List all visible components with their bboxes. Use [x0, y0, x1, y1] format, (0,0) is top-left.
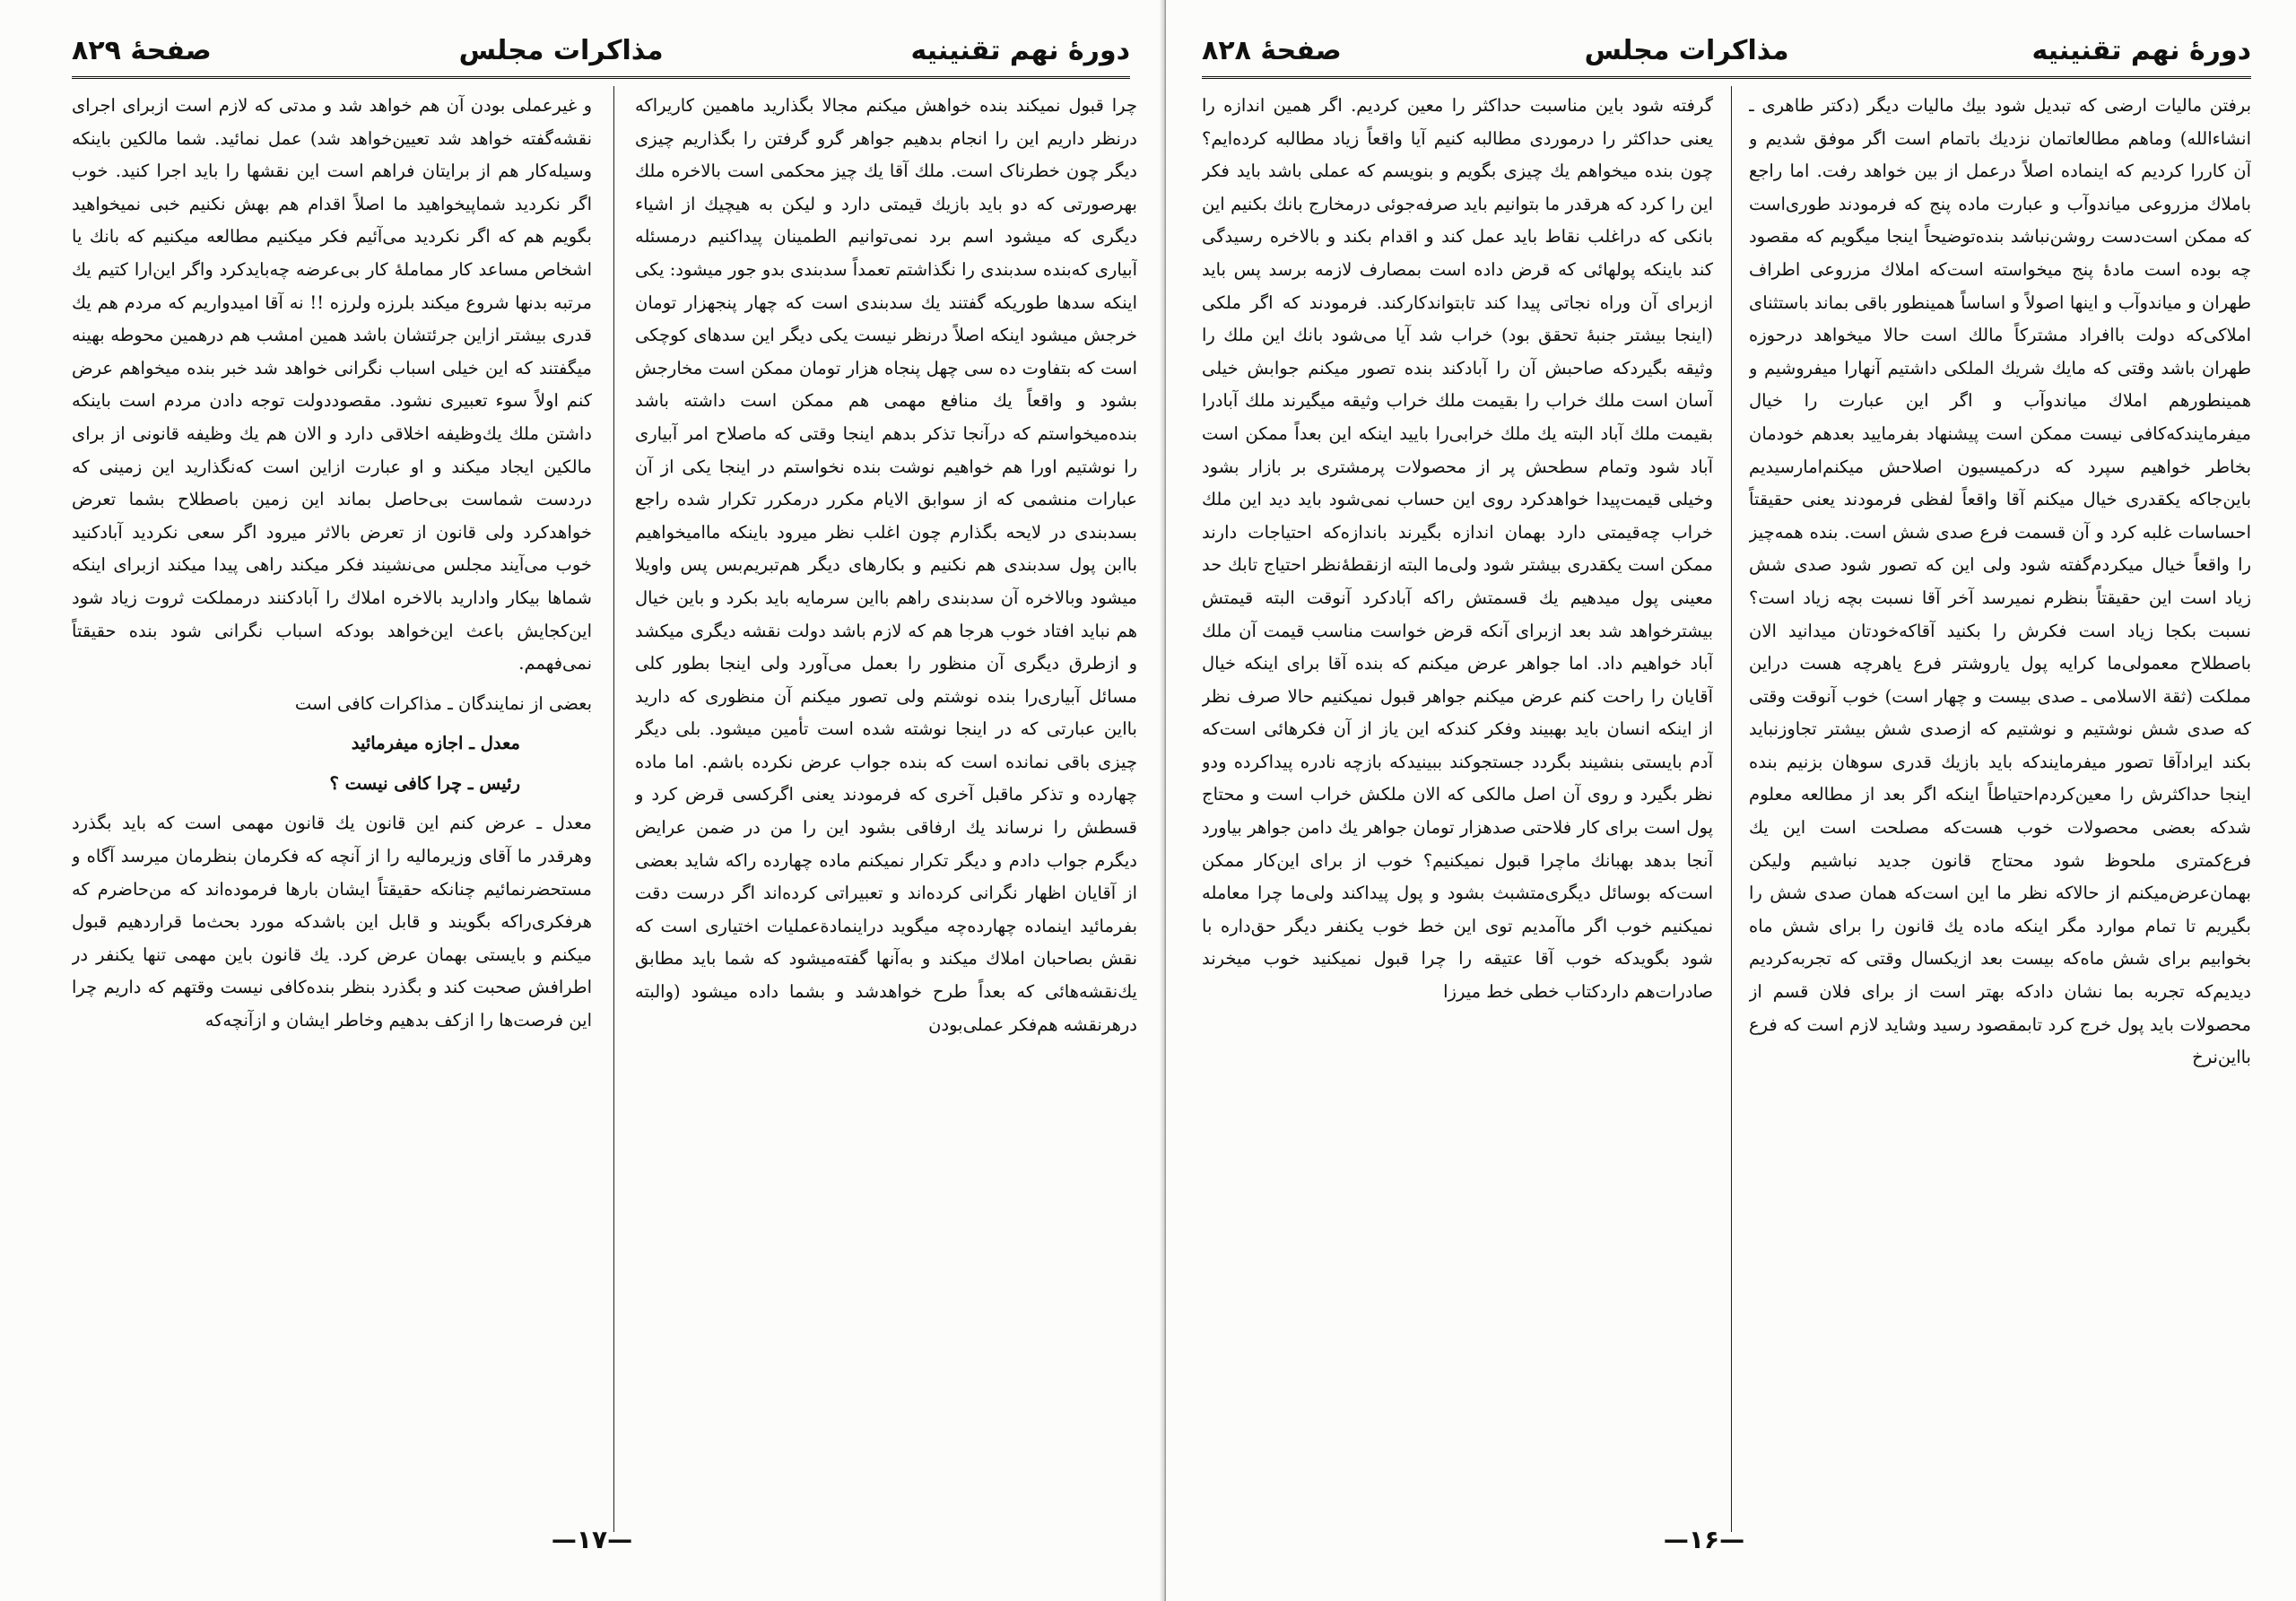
paragraph: گرفته شود باین مناسبت حداکثر را معین کردیم. اگر همین اندازه را یعنی حداکثر را درموردی مطالبه کنیم آیا واقعاً زیاد مطالبه کرده‌ایم؟ چون بنده میخواهم یك چیزی بگویم و بنویسم که عملی باشد باید فکر این را کرد که هرقدر ما بتوانیم باید صرفه‌جوئی درمخارج بانك بکنیم این بانکی که دراغلب نقاط باید عمل کند و اقدام بکند و بالاخره رسیدگی کند باینکه پولهائی که قرض داده است بمصارف لازمه برسد پس باید ازبرای آن وراه نجاتی پیدا کند تابتواندکارکند. فرمودند که اگر ملکی (اینجا بیشتر جنبهٔ تحقق بود) خراب شد آیا می‌شود بانك این ملك را وثیقه بگیردکه صاحبش آن را آبادکند بنده تصور میکنم جوابش خیلی آسان است ملك خراب را بقیمت ملك خراب وثیقه میگیرند ملك آبادرا بقیمت ملك آباد البته یك ملك خرابی‌را بایید اینکه این بعداً ممکن است آباد شود وتمام سطحش پر از محصولات پرمشتری بر بازار بشود وخیلی قیمت‌پیدا خواهدکرد روی این حساب نمی‌شود باید دید این ملك خراب چه‌قیمتی دارد بهمان اندازه بگیرند باندازه‌که احتیاجات دارند ممکن است یکقدری بیشتر شود ولی‌ما البته ازنقطهٔ‌نظر احتیاج تابك حد معینی پول میدهیم یك قسمتش راکه آبادکرد آنوقت البته قیمتش بیشترخواهد شد بعد ازبرای آنکه قرض خواست مناسب قیمت آن ملك آباد خواهیم داد. اما جواهر عرض میکنم که بنده آقا برای اینکه خیال آقایان را راحت کنم عرض میکنم جواهر قبول نمیکنیم حالا صرف نظر از اینکه انسان باید بهبیند وفکر کندکه این یاز از آن فکرهائی است‌که آدم بایستی بنشیند بگردد جستجوکند ببینیدکه بازچه نادره پیداکرده ودو نظر بگیرد و روی آن اصل مالکی که الان ملکش خراب است و محتاج پول است برای کار فلاحتی صدهزار تومان جواهر یك دامن جواهر بیاورد آنجا بدهد بهبانك ماچرا قبول نمیکنیم؟ خوب از برای این‌کار ممکن است‌که بوسائل دیگری‌متشبث بشود و پول پیداکند ولی‌ما چرا معامله نمیکنیم خوب اگر ماآمدیم توی این خط خوب یکنفر دیگر حق‌داره با شود بگویدکه خوب آقا عتیقه را چرا قبول نمیکنید خوب میخرند صادرات‌هم داردکتاب خطی خط میرزا — [1202, 95, 1713, 1003]
column-divider — [613, 86, 614, 1532]
paragraph: معدل ـ اجازه میفرمائید — [351, 733, 520, 754]
right-page — [1166, 0, 2296, 1601]
right-page-header — [1202, 25, 2251, 75]
left-page-header — [72, 25, 1130, 75]
paragraph: برفتن مالیات ارضی که تبدیل شود بیك مالیات دیگر (دکتر طاهری ـ انشاءالله) وماهم مطالعاتمان نزدیك باتمام است اگر موفق شدیم و آن کاررا کردیم که اینماده اصلاً درعمل از بین خواهد رفت. اما راجع باملاك مزروعی میاندوآب و عبارت ماده پنج که فرمودند طوری‌است که ممکن است‌دست روشن‌نباشد بنده‌توضیحاً اینجا میگویم که مقصود چه بوده است مادهٔ پنج میخواسته است‌که املاك مزروعی اطراف طهران و میاندوآب و اینها اصولاً و اساساً همینطور باقی بماند باستثنای املاکی‌که دولت باافراد مشترکاً مالك است حالا میخواهد درحوزه طهران باشد وقتی که مایك شریك الملکی داشتیم آنهارا میفروشیم و همینطورهم املاك میاندوآب و اگر این عبارت را خیال میفرمایندکه‌کافی نیست ممکن است پیشنهاد بفرمایید بعدهم خودمان بخاطر خواهیم سپرد که درکمیسیون اصلاحش میکنم‌امارسیدیم باین‌جاکه یکقدری خیال میکنم آقا واقعاً لفظی فرمودند یعنی حقیقتاً احساسات غلبه کرد و آن قسمت فرع صدی شش است. بنده همه‌چیز را واقعاً خیال میکردم‌گفته شود ولی این که تصور شود صدی شش زیاد است این حقیقتاً بنظرم نمیرسد آخر آقا نسبت بچه زیاد است؟ نسبت بکجا زیاد است فکرش را بکنید آقاکه‌خودتان میدانید الان باصطلاح معمولی‌ما کرایه پول یاروشتر فرع یاهرچه هست دراین مملکت (ثقة الاسلامی ـ صدی بیست و چهار است) خوب آنوقت وقتی که صدی شش نوشتیم و نوشتیم که ازصدی شش بیشتر تجاوزنباید بکند ایرادآقا تصور میفرمایندکه باید بازیك قدری سوهان بزنیم بنده اینجا حداکثرش را معین‌کردم‌احتیاطاً اینکه اگر بعد از مطالعه معلوم شدکه بعضی محصولات خوب هست‌که مصلحت است این یك فرع‌کمتری ملحوظ شود محتاج قانون جدید نباشیم ولیکن بهمان‌عرض‌میکنم از حالاکه نظر ما این است‌که همان صدی شش را بگیریم تا تمام موارد مگر اینکه ماده یك قانون را برای شش ماه بخوابیم برای شش ماه‌که بیست بعد ازیکسال وقتی که تجربه‌کردیم دیدیم‌که تجربه بما نشان دادکه بهتر است از برای فلان قسم از محصولات باید پول خرج کرد تابمقصود رسید وشاید لازم است که فرع بااین‌نرخ — [1749, 95, 2251, 1068]
paragraph: بعضی از نمایندگان ـ مذاکرات کافی است — [294, 692, 592, 714]
right-header-session: دورهٔ نهم تقنینیه — [2031, 34, 2251, 66]
right-page-column-right — [1749, 90, 2251, 1525]
left-page-column-left — [72, 90, 592, 1525]
left-header-title: مذاکرات مجلس — [458, 34, 664, 66]
left-header-page-number: صفحهٔ ۸۲۹ — [72, 34, 212, 66]
left-header-session: دورهٔ نهم تقنینیه — [910, 34, 1130, 66]
column-divider — [1731, 86, 1732, 1532]
right-page-footer-number: —۱۶— — [1663, 1525, 1745, 1554]
right-page-column-left — [1202, 90, 1713, 1525]
left-header-rule — [72, 76, 1130, 79]
paragraph: رئیس ـ چرا کافی نیست ؟ — [329, 772, 520, 794]
right-header-page-number: صفحهٔ ۸۲۸ — [1202, 34, 1342, 66]
paragraph: معدل ـ عرض کنم این قانون یك قانون مهمی است که باید بگذرد وهرقدر ما آقای وزیرمالیه را از آنچه که فکرمان بنظرمان میرسد آگاه و مستحضر‌نمائیم چنانکه حقیقتاً ایشان بارها فرموده‌اند که من‌حاضرم که هرفکری‌راکه بگویند و قابل این باشدکه مورد بحث‌ما قراردهیم قبول میکنم و بایستی بهمان عرض کرد. یك قانون باین مهمی تنها یکنفر در اطرافش صحبت کند و بگذرد بنظر بنده‌کافی نیست وقتهم که داریم چرا این فرصت‌ها را ازکف بدهیم وخاطر ایشان و ازآنچه‌که — [72, 813, 592, 1031]
paragraph: چرا قبول نمیکند بنده خواهش میکنم مجالا بگذارید ماهمین کاریراکه درنظر داریم این را انجام بدهیم جواهر گرو گرفتن را بگذاریم چیزی دیگر چون خطرناک است. ملك آقا یك چیز محکمی است بالاخره ملك بهرصورتی که دو باید بازیك قیمتی دارد و لیکن به هیچیك از اشیاء دیگری که میشود اسم برد نمی‌توانیم الطمینان پیداکنیم درمسئله آبیاری که‌بنده سدبندی را نگذاشتم تعمداً سدبندی بدو جور میشود: یکی اینکه سدها طوریکه گفتند یك سدبندی است که چهار پنجهزار تومان خرجش میشود اینکه اصلاً درنظر نیست یکی دیگر این سدهای کوچکی است که بتفاوت ده سی چهل پنجاه هزار تومان ممکن است مخارجش بشود و واقعاً یك منافع مهمی هم ممکن است داشته باشد بنده‌میخواستم که درآنجا تذکر بدهم اینجا وقتی که ماصلاح امر آبیاری را نوشتیم اورا هم خواهیم نوشت بنده نخواستم در اینجا یکی از آن عبارات منشمی که از سوابق الایام مکرر درمکرر تکرار شده راجع بسدبندی در لایحه بگذارم چون اغلب نظر میرود باینکه ماامیخواهیم باابن پول سدبندی هم نکنیم و بکارهای دیگر هم‌تبریم‌بس پس واویلا میشود وبالاخره آن سدبندی راهم بااین سرمایه باید بکرد و باین خیال هم نباید افتاد خوب هرجا هم که لازم باشد دولت نقشه دیگری میکشد و ازطرق دیگری آن منظور را بعمل می‌آورد ولی اینجا بطور کلی مسائل آبیاری‌را بنده نوشتم ولی تصور میکنم آن منظوری که دارید بااین عبارتی که در اینجا نوشته شده است تأمین میشود. بلی دیگر چیزی باقی نمانده است که بنده جواب عرض نکرده باشم. اما ماده چهارده و تذکر ماقبل آخری که فرمودند یعنی اگرکسی قرض کرد و قسطش را نرساند یك ارفاقی بشود این را من در ضمن عرایض دیگرم جواب دادم و دیگر تکرار نمیکنم ماده چهارده راکه شاید بعضی از آقایان اظهار نگرانی کرده‌اند و تعبیراتی کرده‌اند اگر درست دقت بفرمائید اینماده چهارده‌چه میگوید دراینمادةعملیات اختیاری است که نقش بصاحبان املاك میکند و به‌آنها گفته‌میشود که شما باید مطابق یك‌نقشه‌هائی که بعداً طرح خواهدشد و بشما داده میشود (والبته درهرنقشه هم‌فکر عملی‌بودن — [635, 95, 1137, 1035]
left-page-footer-number: —۱۷— — [551, 1525, 633, 1554]
right-header-title: مذاکرات مجلس — [1584, 34, 1789, 66]
paragraph: و غیرعملی بودن آن هم خواهد شد و مدتی که لازم است ازبرای اجرای نقشه‌گفته خواهد شد تعیین‌خواهد شد) عمل نمائید. شما مالکین باینکه وسیله‌کار هم از برایتان فراهم است این نقشها را باید اجرا کنید. خوب اگر نکردید شماپیخواهید ما اصلاً اقدام هم بهش نکنیم خبی نمیخواهید بگویم هم که اگر نکردید می‌آئیم فکر میکنیم مطالعه میکنیم که بانك یا اشخاص مساعد کار مماملهٔ کار بی‌عرضه چه‌باید‌کرد واگر این‌ارا کتیم یك مرتبه بدنها شروع میکند بلرزه ولرزه !! نه آقا امیدواریم که مردم هم یك قدری بیشتر ازاین جرئتشان باشد همین امشب هم درهمین محوطه بهینه میگفتند که این خیلی اسباب نگرانی خواهد شد خبر بنده میخواهم عرض کنم اولاً سوء تعبیری نشود. مقصوددولت توجه دادن مردم است باینکه داشتن ملك یك‌وظیفه اخلاقی دارد و الان هم یك وظیفه قانونی از برای مالکین ایجاد میکند و او عبارت ازاین است که‌نگذارید این زمینی که دردست شماست بی‌حاصل بماند این زمین باصطلاح بشما تعرض خواهدکرد ولی قانون از تعرض بالاثر میرود اگر سعی نکردید آبادکنید خوب می‌آیند مجلس می‌نشیند فکر میکند راهی پیدا میکند ازبرای اینکه شماها بیکار وادارید بالاخره املاك را آبادکنند درمملکت ثروت زیاد شود این‌کجایش باعث این‌خواهد بودکه اسباب نگرانی شود بنده حقیقتاً نمی‌فهمم. — [72, 95, 592, 674]
left-page-column-right — [635, 90, 1137, 1525]
right-header-rule — [1202, 76, 2251, 79]
